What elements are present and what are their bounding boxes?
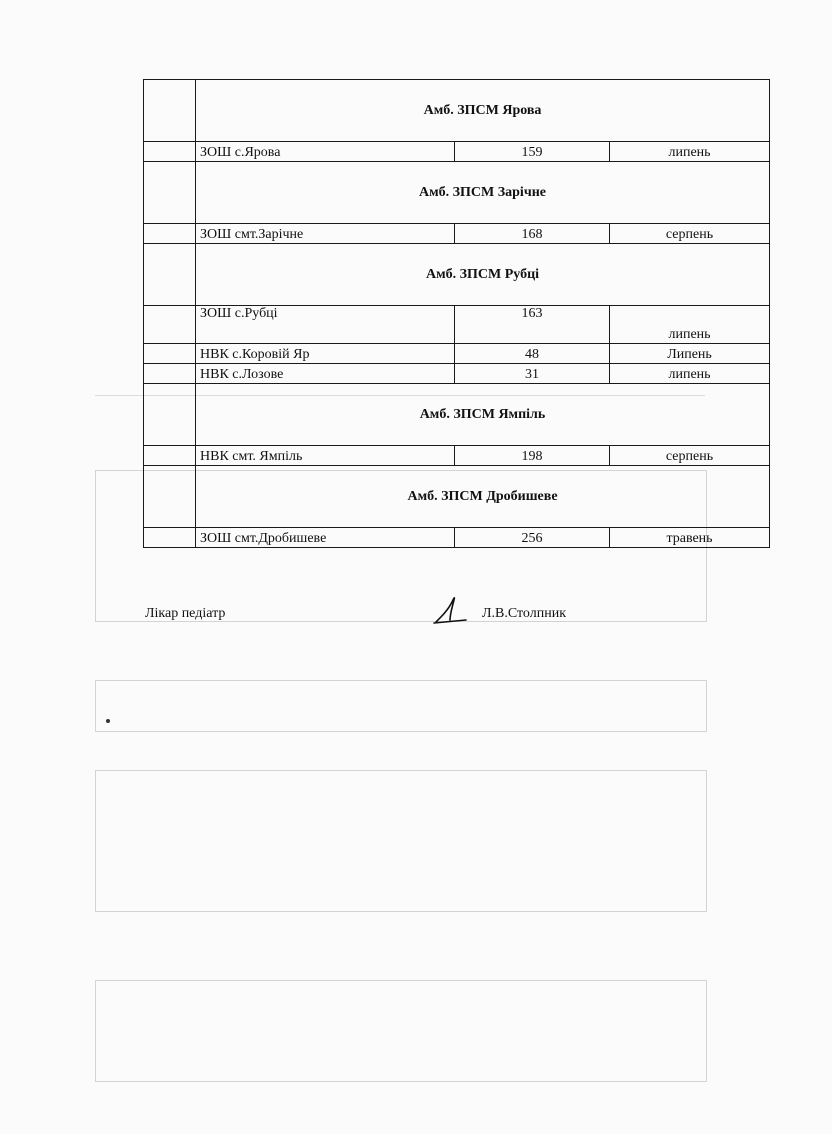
section-header [144, 80, 770, 142]
month: Липень [610, 344, 770, 364]
handwritten-signature [430, 592, 470, 628]
table-row [144, 528, 770, 548]
section-title: Амб. ЗПСМ Ямпіль [196, 384, 770, 446]
section-title: Амб. ЗПСМ Зарічне [196, 162, 770, 224]
school-name: НВК с.Лозове [196, 364, 455, 384]
school-name: ЗОШ смт.Зарічне [196, 224, 455, 244]
signer-role: Лікар педіатр [145, 606, 226, 621]
table-row [144, 344, 770, 364]
school-name: НВК с.Коровій Яр [196, 344, 455, 364]
table-row [144, 224, 770, 244]
student-count: 256 [455, 528, 610, 548]
ink-dot [106, 719, 110, 723]
student-count: 163 [455, 306, 610, 344]
section-header [144, 244, 770, 306]
table-row [144, 306, 770, 344]
student-count: 198 [455, 446, 610, 466]
signer-name: Л.В.Столпник [482, 606, 566, 621]
table-row [144, 142, 770, 162]
section-title: Амб. ЗПСМ Рубці [196, 244, 770, 306]
month: травень [610, 528, 770, 548]
student-count: 159 [455, 142, 610, 162]
month: липень [610, 306, 770, 344]
section-header [144, 466, 770, 528]
school-name: ЗОШ смт.Дробишеве [196, 528, 455, 548]
month: липень [610, 364, 770, 384]
school-name: ЗОШ с.Ярова [196, 142, 455, 162]
section-title: Амб. ЗПСМ Ярова [196, 80, 770, 142]
student-count: 168 [455, 224, 610, 244]
section-title: Амб. ЗПСМ Дробишеве [196, 466, 770, 528]
school-name: ЗОШ с.Рубці [196, 306, 455, 344]
section-header [144, 162, 770, 224]
school-name: НВК смт. Ямпіль [196, 446, 455, 466]
schedule-table [143, 79, 770, 548]
student-count: 48 [455, 344, 610, 364]
month: липень [610, 142, 770, 162]
month: серпень [610, 446, 770, 466]
student-count: 31 [455, 364, 610, 384]
table-row [144, 446, 770, 466]
section-header [144, 384, 770, 446]
table-row [144, 364, 770, 384]
month: серпень [610, 224, 770, 244]
